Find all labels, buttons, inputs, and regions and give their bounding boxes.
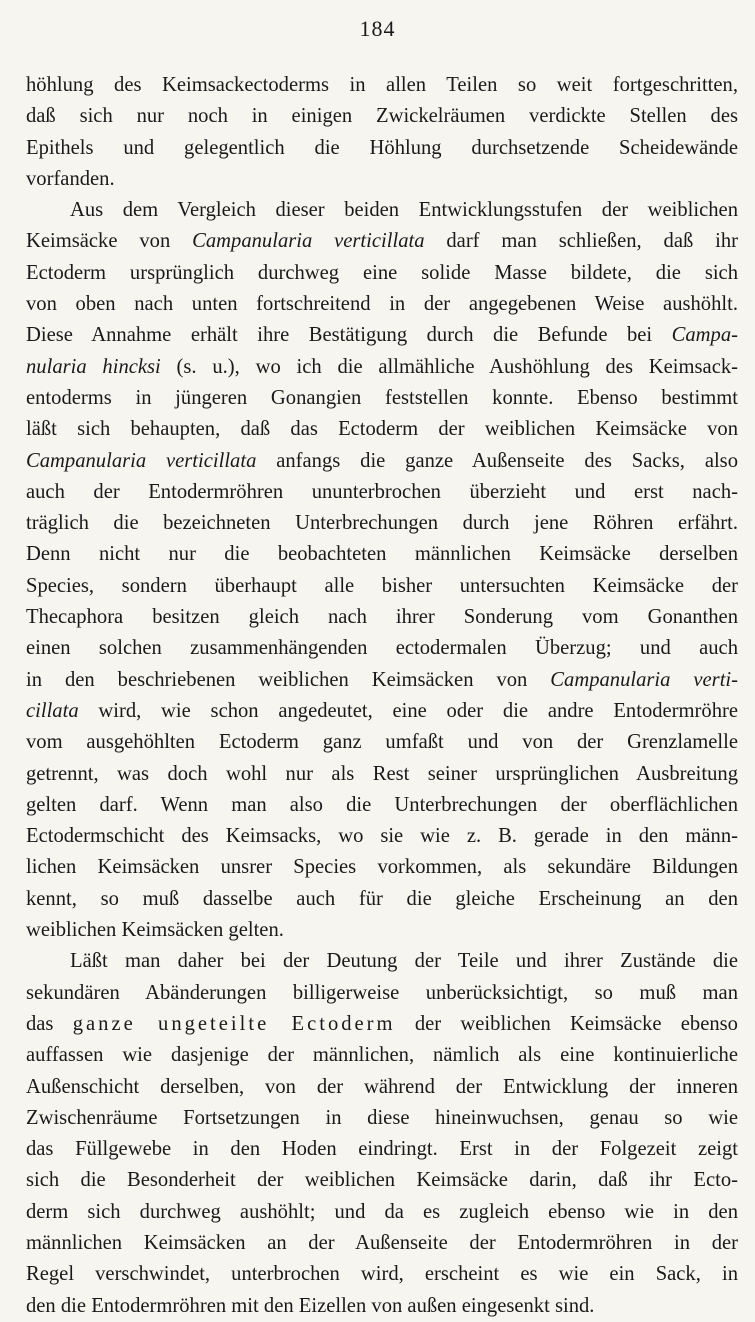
page-number: 184 <box>359 16 396 41</box>
text-line: höhlung des Keimsackectoderms in allen Teilen so weit fortgeschritten, <box>26 74 738 96</box>
text-line: auffassen wie dasjenige der männlichen, nämlich als eine kontinuierliche <box>26 1044 738 1067</box>
text-line: Ectodermschicht des Keimsacks, wo sie wie z. B. gerade in den männ- <box>26 825 738 848</box>
text-line: Ectoderm ursprünglich durchweg eine solide Masse bildete, die sich <box>26 261 738 284</box>
text-line: träglich die bezeichneten Unterbrechungen durch jene Röhren erfährt. <box>26 512 738 535</box>
text-line: Species, sondern überhaupt alle bisher untersuchten Keimsäcke der <box>26 574 738 597</box>
text-line: cillata wird, wie schon angedeutet, eine oder die andre Entodermröhre <box>26 699 738 722</box>
text-line: sich die Besonderheit der weiblichen Keimsäcke darin, daß ihr Ecto- <box>26 1169 738 1192</box>
body-text <box>26 70 738 1322</box>
text-line: weiblichen Keimsäcken gelten. <box>26 919 284 942</box>
text-line: einen solchen zusammenhängenden ectodermalen Überzug; und auch <box>26 637 738 660</box>
text-line: Diese Annahme erhält ihre Bestätigung durch die Befunde bei Campa- <box>26 324 738 347</box>
text-line: von oben nach unten fortschreitend in der angegebenen Weise aushöhlt. <box>26 293 738 316</box>
text-line: Läßt man daher bei der Deutung der Teile und ihrer Zustände die <box>70 950 738 973</box>
text-line: Keimsäcke von Campanularia verticillata darf man schließen, daß ihr <box>26 230 738 253</box>
text-line: den die Entodermröhren mit den Eizellen von außen eingesenkt sind. <box>26 1294 595 1317</box>
text-line: Aus dem Vergleich dieser beiden Entwicklungsstufen der weiblichen <box>70 199 738 222</box>
text-line: das Füllgewebe in den Hoden eindringt. Erst in der Folgezeit zeigt <box>26 1138 738 1161</box>
text-line: gelten darf. Wenn man also die Unterbrechungen der oberflächlichen <box>26 793 738 816</box>
text-line: das ganze ungeteilte Ectoderm der weiblichen Keimsäcke ebenso <box>26 1012 738 1035</box>
text-line: vom ausgehöhlten Ectoderm ganz umfaßt und von der Grenzlamelle <box>26 731 738 754</box>
text-line: vorfanden. <box>26 167 115 190</box>
text-line: daß sich nur noch in einigen Zwickelräumen verdickte Stellen des <box>26 105 738 128</box>
text-line: sekundären Abänderungen billigerweise unberücksichtigt, so muß man <box>26 981 738 1004</box>
text-line: entoderms in jüngeren Gonangien feststellen konnte. Ebenso bestimmt <box>26 386 738 409</box>
text-line: getrennt, was doch wohl nur als Rest seiner ursprünglichen Ausbreitung <box>26 762 738 785</box>
text-line: auch der Entodermröhren ununterbrochen überzieht und erst nach- <box>26 480 738 503</box>
text-line: Außenschicht derselben, von der während der Entwicklung der inneren <box>26 1075 738 1098</box>
text-line: lichen Keimsäcken unsrer Species vorkommen, als sekundäre Bildungen <box>26 856 738 879</box>
text-line: Regel verschwindet, unterbrochen wird, erscheint es wie ein Sack, in <box>26 1263 738 1286</box>
text-line: Zwischenräume Fortsetzungen in diese hineinwuchsen, genau so wie <box>26 1106 738 1129</box>
text-line: Campanularia verticillata anfangs die ganze Außenseite des Sacks, also <box>26 449 738 472</box>
text-line: nularia hincksi (s. u.), wo ich die allmähliche Aushöhlung des Keimsack- <box>26 355 738 378</box>
text-line: kennt, so muß dasselbe auch für die gleiche Erscheinung an den <box>26 887 738 910</box>
text-line: Thecaphora besitzen gleich nach ihrer Sonderung vom Gonanthen <box>26 606 738 629</box>
text-line: männlichen Keimsäcken an der Außenseite der Entodermröhren in der <box>26 1231 738 1254</box>
text-line: Denn nicht nur die beobachteten männlichen Keimsäcke derselben <box>26 543 738 566</box>
text-line: in den beschriebenen weiblichen Keimsäcken von Campanularia verti- <box>26 668 738 691</box>
text-line: Epithels und gelegentlich die Höhlung durchsetzende Scheidewände <box>26 136 738 159</box>
text-line: läßt sich behaupten, daß das Ectoderm der weiblichen Keimsäcke von <box>26 418 738 441</box>
text-line: derm sich durchweg aushöhlt; und da es zugleich ebenso wie in den <box>26 1200 738 1223</box>
